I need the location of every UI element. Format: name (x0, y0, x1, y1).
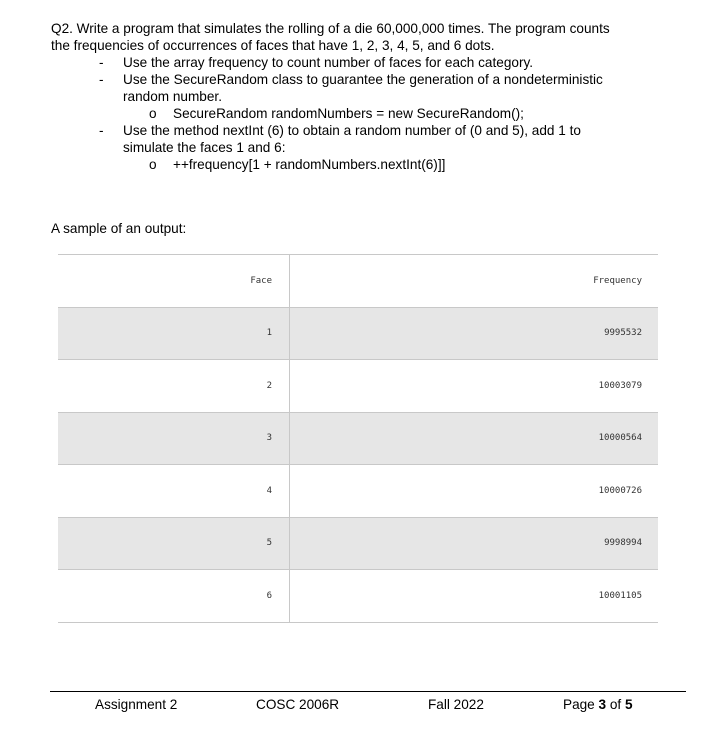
bullet-3-line-1: Use the method nextInt (6) to obtain a random number of (0 and 5), add 1 to (123, 123, 581, 138)
page-total: 5 (624, 697, 633, 712)
footer-divider (50, 691, 686, 692)
frequency-cell: 9995532 (604, 328, 642, 339)
table-row (58, 465, 658, 518)
face-column-header: Face (58, 255, 290, 307)
table-row (58, 308, 658, 361)
table-row (58, 518, 658, 571)
sub-item-text: ++frequency[1 + randomNumbers.nextInt(6)]] (173, 157, 446, 172)
table-row (58, 570, 658, 623)
bullet-item-3 (51, 122, 691, 156)
frequency-cell: 10000564 (598, 433, 642, 444)
table-header-row (58, 255, 658, 308)
frequency-cell: 10001105 (598, 590, 642, 601)
footer-page-number (563, 697, 633, 712)
page-mid: of (606, 697, 625, 712)
question-intro-line-1: Q2. Write a program that simulates the rolling of a die 60,000,000 times. The program counts (51, 21, 610, 36)
frequency-cell: 10003079 (598, 380, 642, 391)
face-cell: 2 (58, 360, 290, 412)
sample-output-label: A sample of an output: (51, 221, 187, 236)
page-current: 3 (598, 697, 607, 712)
footer-course: COSC 2006R (256, 697, 340, 712)
bullet-dash: - (99, 123, 104, 138)
frequency-column-header: Frequency (593, 275, 642, 286)
sub-item-secure-random (51, 105, 691, 122)
table-row (58, 360, 658, 413)
bullet-1-line-1: Use the array frequency to count number of faces for each category. (123, 55, 534, 70)
bullet-dash: - (99, 55, 104, 70)
question-text (51, 20, 691, 173)
face-cell: 3 (58, 413, 290, 465)
footer-term: Fall 2022 (428, 697, 484, 712)
bullet-3-line-2: simulate the faces 1 and 6: (123, 140, 286, 155)
frequency-cell: 9998994 (604, 538, 642, 549)
face-cell: 6 (58, 570, 290, 622)
footer-assignment: Assignment 2 (95, 697, 178, 712)
bullet-2-line-1: Use the SecureRandom class to guarantee the generation of a nondeterministic (123, 72, 603, 87)
face-cell: 1 (58, 308, 290, 360)
page-prefix: Page (563, 697, 599, 712)
circle-bullet-icon: o (149, 106, 157, 121)
face-cell: 5 (58, 518, 290, 570)
bullet-dash: - (99, 72, 104, 87)
frequency-cell: 10000726 (598, 485, 642, 496)
bullet-2-line-2: random number. (123, 89, 222, 104)
face-cell: 4 (58, 465, 290, 517)
question-intro-line-2: the frequencies of occurrences of faces that have 1, 2, 3, 4, 5, and 6 dots. (51, 38, 495, 53)
sub-item-frequency (51, 156, 691, 173)
circle-bullet-icon: o (149, 157, 157, 172)
output-table (58, 254, 658, 623)
table-row (58, 413, 658, 466)
bullet-item-1 (51, 54, 691, 71)
sub-item-text: SecureRandom randomNumbers = new SecureRandom(); (173, 106, 524, 121)
bullet-item-2 (51, 71, 691, 105)
